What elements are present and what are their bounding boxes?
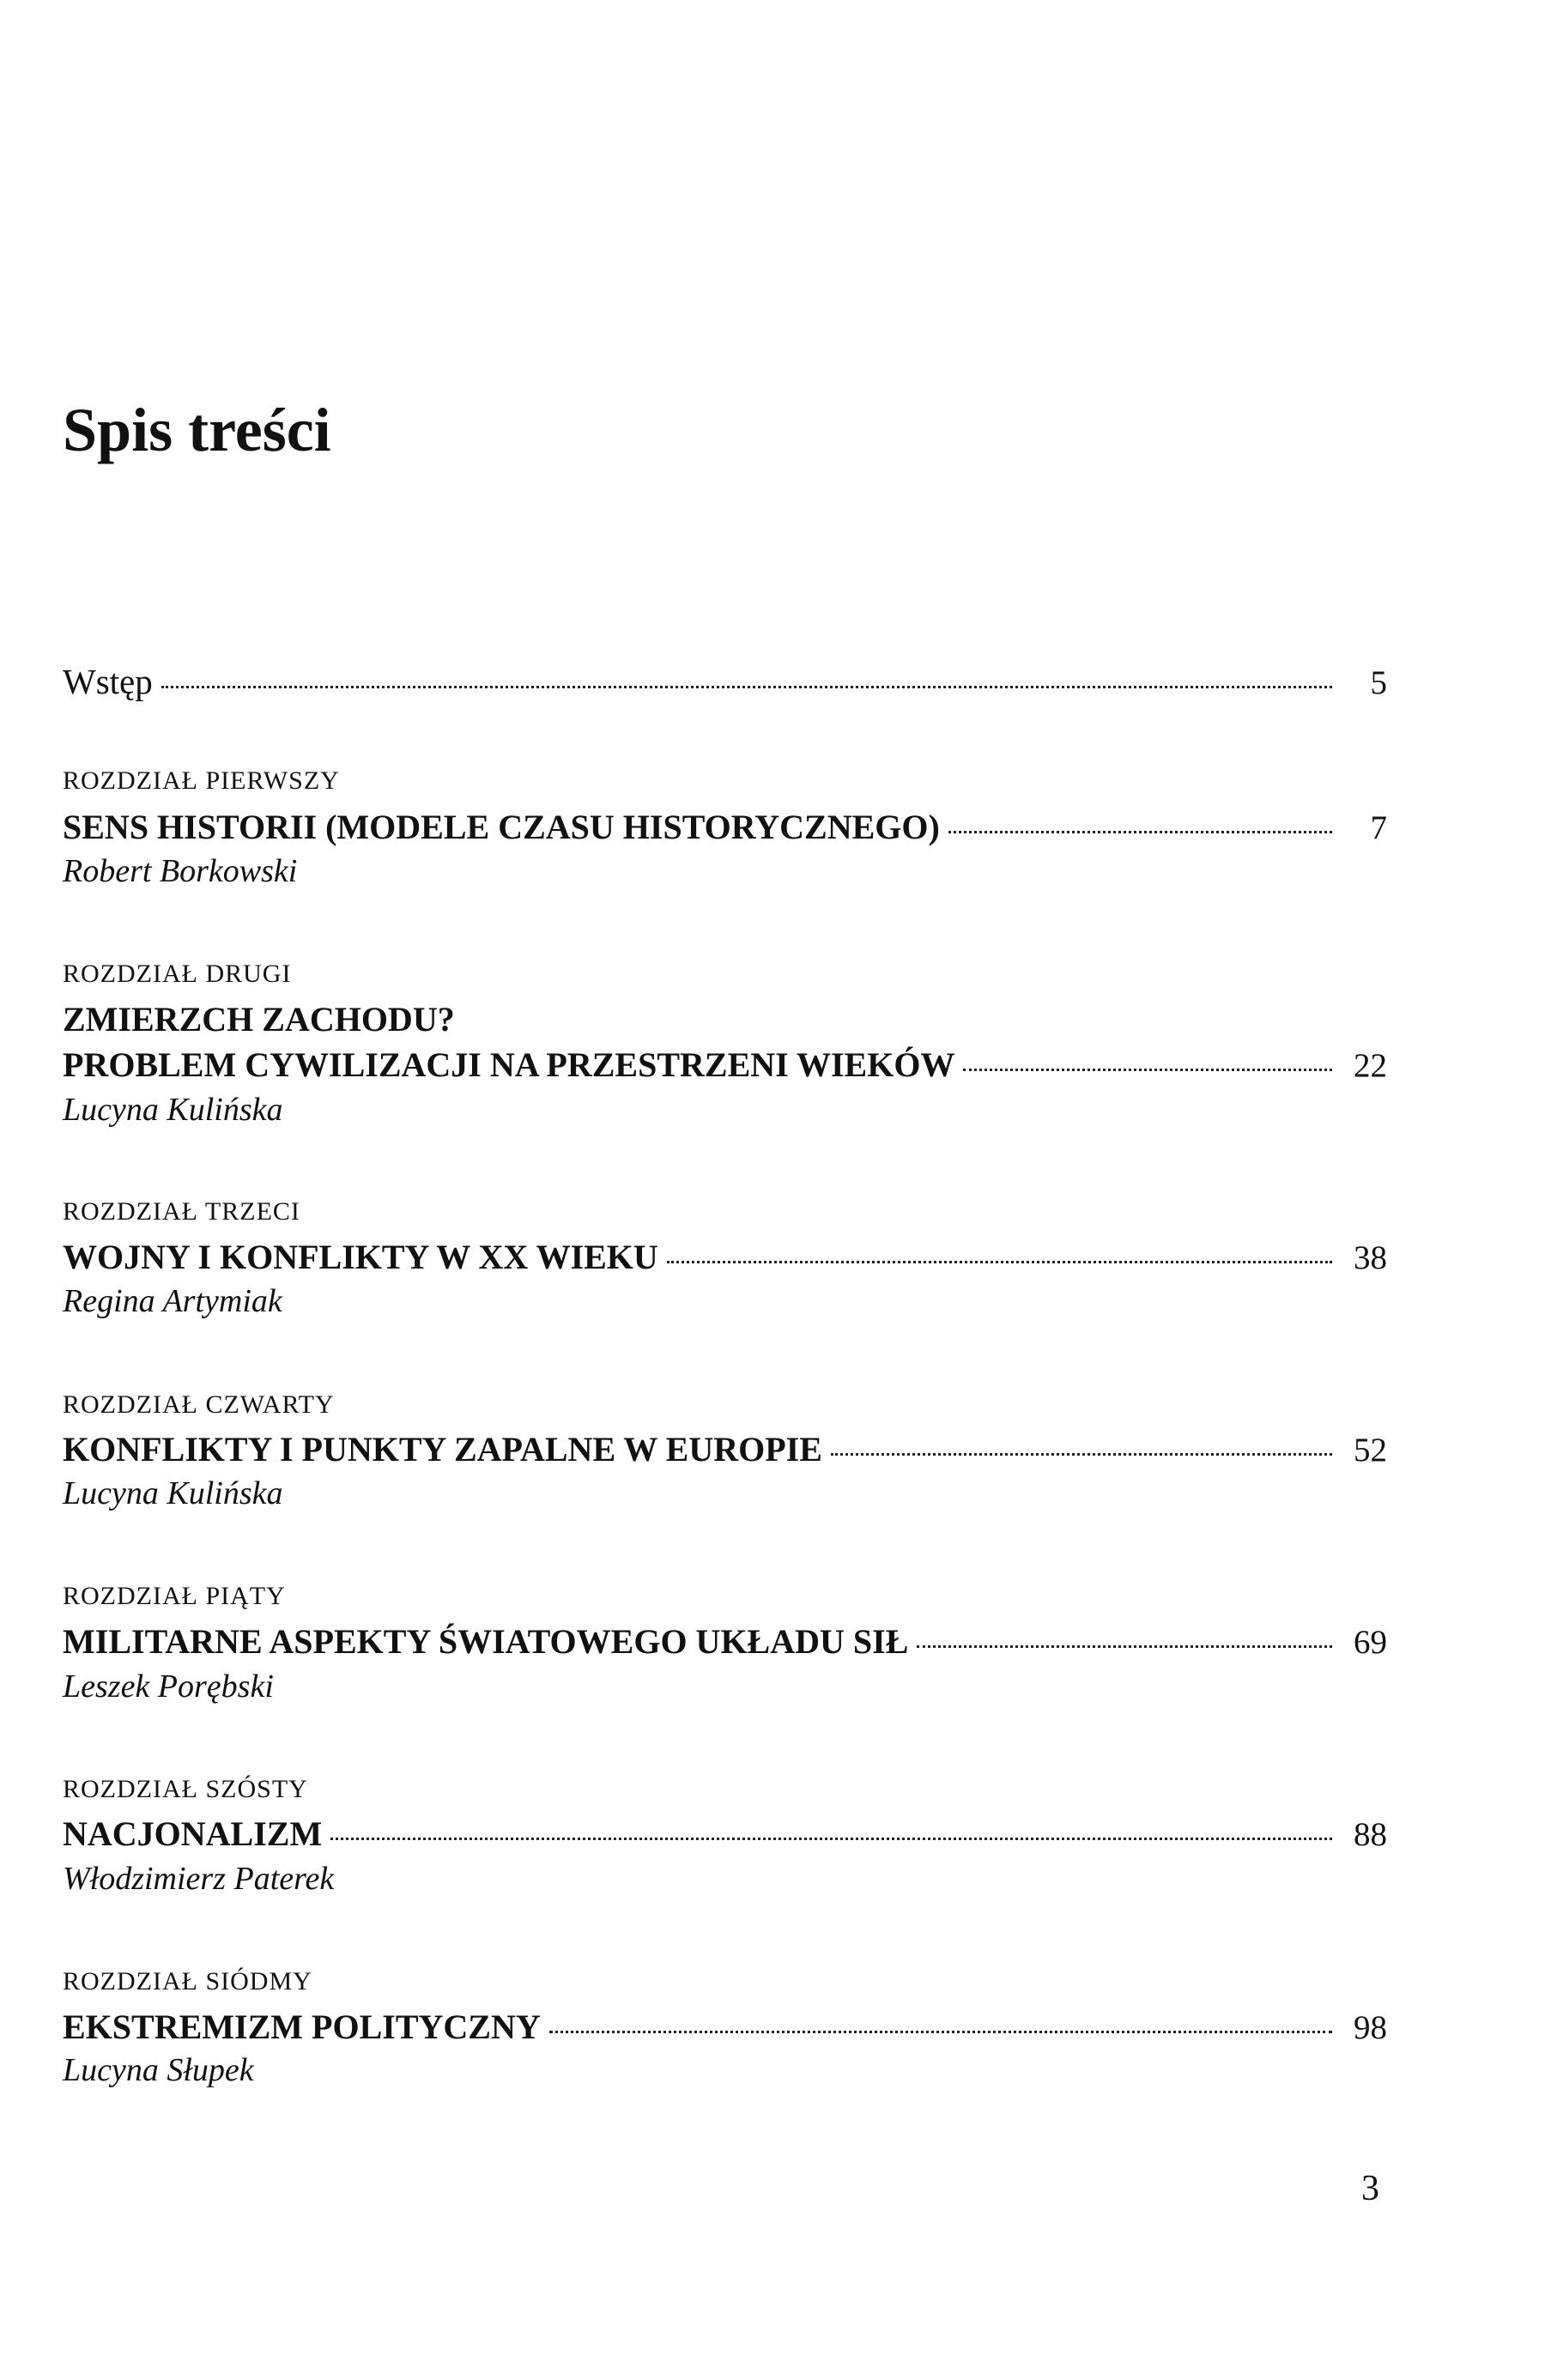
toc-entry-chapter-5[interactable] (63, 1621, 1387, 1662)
chapter-label: ROZDZIAŁ SZÓSTY (63, 1775, 308, 1803)
chapter-author: Włodzimierz Paterek (63, 1861, 335, 1897)
chapter-author: Robert Borkowski (63, 853, 298, 889)
page-title: Spis treści (63, 396, 331, 464)
toc-entry-chapter-1[interactable] (63, 807, 1387, 847)
dot-leader (667, 1261, 1332, 1263)
dot-leader (161, 686, 1332, 688)
chapter-title: SENS HISTORII (MODELE CZASU HISTORYCZNEGO) (63, 808, 940, 846)
chapter-label: ROZDZIAŁ TRZECI (63, 1197, 300, 1226)
page-number: 98 (1354, 2009, 1387, 2046)
toc-entry-chapter-3[interactable] (63, 1237, 1387, 1277)
chapter-label: ROZDZIAŁ PIERWSZY (63, 766, 340, 795)
dot-leader (831, 1453, 1332, 1456)
chapter-title: KONFLIKTY I PUNKTY ZAPALNE W EUROPIE (63, 1430, 822, 1469)
chapter-author: Leszek Porębski (63, 1668, 274, 1705)
chapter-title-line: ZMIERZCH ZACHODU? (63, 1000, 455, 1039)
dot-leader (963, 1069, 1332, 1071)
page-folio: 3 (1361, 2169, 1379, 2208)
page-number: 7 (1370, 809, 1387, 846)
chapter-author: Lucyna Kulińska (63, 1475, 283, 1511)
dot-leader (549, 2031, 1332, 2033)
entry-title: Wstęp (63, 662, 153, 701)
chapter-title: WOJNY I KONFLIKTY W XX WIEKU (63, 1238, 658, 1276)
page-number: 38 (1354, 1239, 1387, 1276)
chapter-title: PROBLEM CYWILIZACJI NA PRZESTRZENI WIEKÓW (63, 1045, 955, 1084)
toc-entry-chapter-4[interactable] (63, 1429, 1387, 1469)
chapter-label: ROZDZIAŁ PIĄTY (63, 1582, 286, 1610)
toc-entry-chapter-6[interactable] (63, 1814, 1387, 1854)
page-number: 69 (1354, 1624, 1387, 1661)
chapter-author: Lucyna Słupek (63, 2052, 254, 2088)
chapter-author: Lucyna Kulińska (63, 1092, 283, 1128)
toc-entry-chapter-7[interactable] (63, 2007, 1387, 2047)
chapter-title: EKSTREMIZM POLITYCZNY (63, 2008, 541, 2046)
toc-entry-chapter-2[interactable] (63, 1045, 1387, 1085)
dot-leader (917, 1645, 1332, 1648)
page-number: 22 (1354, 1047, 1387, 1084)
chapter-label: ROZDZIAŁ SIÓDMY (63, 1967, 312, 1995)
dot-leader (330, 1838, 1332, 1840)
chapter-title: MILITARNE ASPEKTY ŚWIATOWEGO UKŁADU SIŁ (63, 1622, 909, 1661)
dot-leader (948, 831, 1332, 833)
chapter-label: ROZDZIAŁ DRUGI (63, 960, 292, 988)
page-number: 88 (1354, 1816, 1387, 1853)
page-number: 52 (1354, 1432, 1387, 1469)
chapter-label: ROZDZIAŁ CZWARTY (63, 1390, 335, 1419)
chapter-title: NACJONALIZM (63, 1814, 323, 1853)
page-number: 5 (1370, 664, 1387, 701)
chapter-author: Regina Artymiak (63, 1283, 282, 1319)
toc-entry-intro[interactable] (63, 661, 1387, 702)
